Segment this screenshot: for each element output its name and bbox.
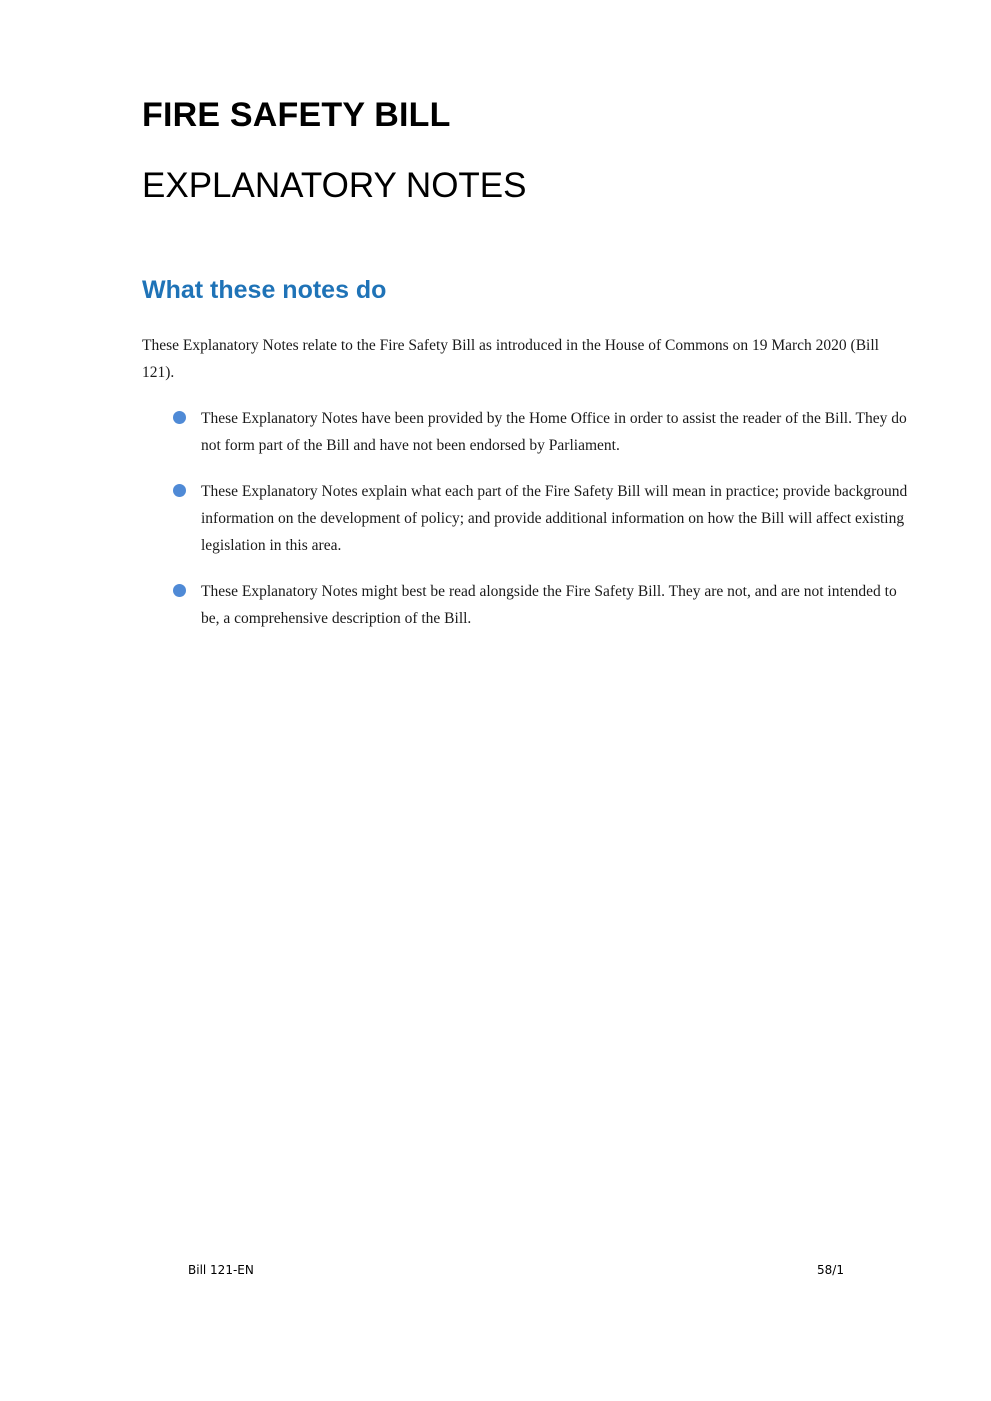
footer-bill-reference: Bill 121-EN: [188, 1263, 254, 1277]
bullet-dot-icon: [173, 484, 186, 497]
bullet-dot-icon: [173, 584, 186, 597]
bullet-text: These Explanatory Notes might best be read alongside the Fire Safety Bill. They are not, and are not intended to be, a comprehensive description of the Bill.: [201, 583, 897, 627]
section-heading: What these notes do: [142, 276, 387, 304]
bullet-item: [170, 405, 915, 459]
bullet-text: These Explanatory Notes have been provided by the Home Office in order to assist the reader of the Bill. They do not form part of the Bill and have not been endorsed by Parliament.: [201, 410, 907, 454]
document-title: FIRE SAFETY BILL: [142, 96, 451, 134]
bullet-dot-icon: [173, 411, 186, 424]
document-subtitle: EXPLANATORY NOTES: [142, 166, 527, 205]
bullet-text: These Explanatory Notes explain what each part of the Fire Safety Bill will mean in practice; provide background information on the development of policy; and provide additional information on how the Bill will affect existing legislation in this area.: [201, 483, 908, 554]
intro-paragraph: These Explanatory Notes relate to the Fire Safety Bill as introduced in the House of Commons on 19 March 2020 (Bill 121).: [142, 337, 879, 381]
notes-bullet-list: [170, 405, 915, 651]
bullet-item: [170, 478, 915, 559]
footer-page-reference: 58/1: [817, 1263, 844, 1277]
bullet-item: [170, 578, 915, 632]
